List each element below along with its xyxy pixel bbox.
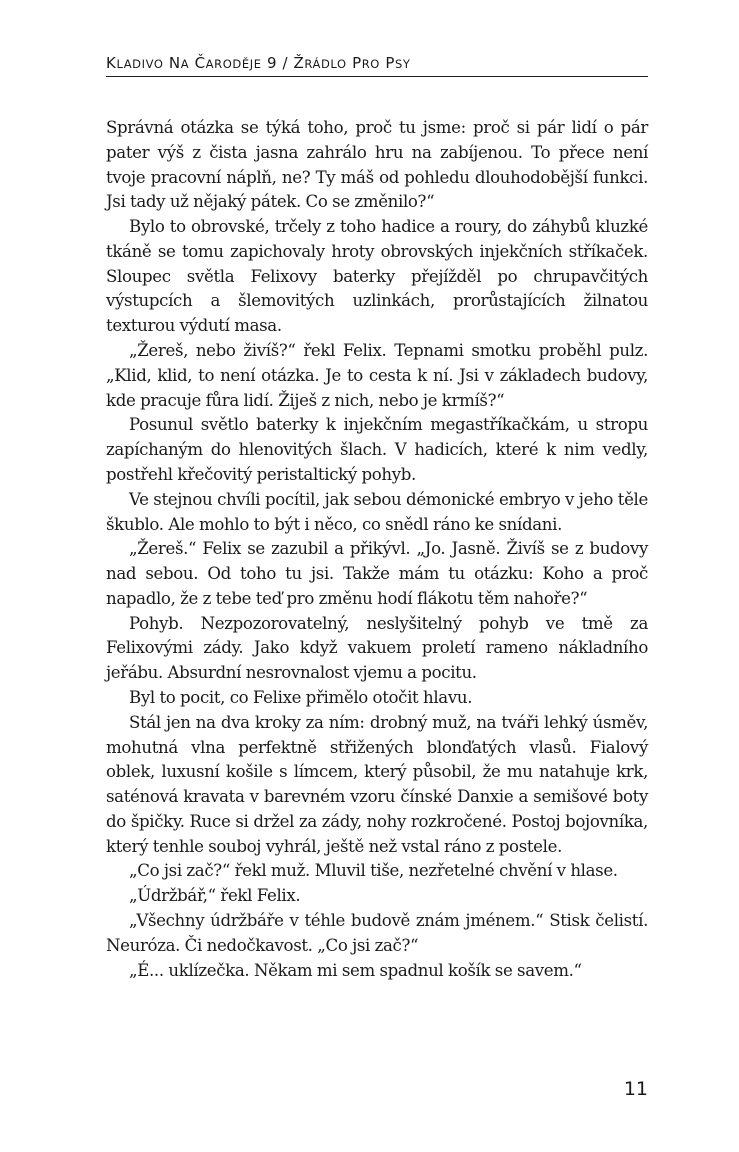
- paragraph-9: Stál jen na dva kroky za ním: drobný muž, na tváři lehký úsměv, mohutná vlna perfektně střižených blonďatých vlasů. Fialový oblek, luxusní košile s límcem, který působil, že mu natahuje krk, saténová kravata v barevném vzoru čínské Danxie a semišové boty do špičky. Ruce si držel za zády, nohy rozkročené. Postoj bojovníka, který tenhle souboj vyhrál, ještě než vstal ráno z postele.: [106, 712, 648, 856]
- paragraph-11: „Údržbář,“ řekl Felix.: [129, 886, 301, 906]
- body-text: [106, 116, 648, 983]
- paragraph-2: Bylo to obrovské, trčely z toho hadice a roury, do záhybů kluzké tkáně se tomu zapichovaly hroty obrovských injekčních stříkaček. Sloupec světla Felixovy baterky přejížděl po chrupavčitých výstupcích a šlemovitých uzlinkách, prorůstajících žilnatou texturou výdutí masa.: [106, 217, 648, 336]
- running-head-title: KLADIVO NA ČARODĚJE 9 / ŽRÁDLO PRO PSY: [106, 54, 411, 72]
- paragraph-6: „Žereš.“ Felix se zazubil a přikývl. „Jo. Jasně. Živíš se z budovy nad sebou. Od toho tu jsi. Takže mám tu otázku: Koho a proč napadlo, že z tebe teď pro změnu hodí flákotu těm nahoře?“: [106, 539, 648, 608]
- page-number: 11: [623, 1078, 648, 1100]
- paragraph-4: Posunul světlo baterky k injekčním megastříkačkám, u stropu zapíchaným do hlenovitých šlach. V hadicích, které k nim vedly, postřehl křečovitý peristaltický pohyb.: [106, 415, 648, 484]
- paragraph-1: Správná otázka se týká toho, proč tu jsme: proč si pár lidí o pár pater výš z čista jasna zahrálo hru na zabíjenou. To přece není tvoje pracovní náplň, ne? Ty máš od pohledu dlouhodobější funkci. Jsi tady už nějaký pátek. Co se změnilo?“: [106, 118, 648, 212]
- paragraph-10: „Co jsi zač?“ řekl muž. Mluvil tiše, nezřetelné chvění v hlase.: [129, 861, 618, 881]
- running-head: [106, 54, 648, 77]
- paragraph-13: „É... uklízečka. Někam mi sem spadnul košík se savem.“: [129, 960, 582, 980]
- paragraph-3: „Žereš, nebo živíš?“ řekl Felix. Tepnami smotku proběhl pulz. „Klid, klid, to není otázka. Je to cesta k ní. Jsi v základech budovy, kde pracuje fůra lidí. Žiješ z nich, nebo je krmíš?“: [106, 341, 648, 410]
- paragraph-8: Byl to pocit, co Felixe přimělo otočit hlavu.: [129, 687, 473, 707]
- paragraph-7: Pohyb. Nezpozorovatelný, neslyšitelný pohyb ve tmě za Felixovými zády. Jako když vakuem proletí rameno nákladního jeřábu. Absurdní nesrovnalost vjemu a pocitu.: [106, 613, 648, 683]
- paragraph-12: „Všechny údržbáře v téhle budově znám jménem.“ Stisk čelistí. Neuróza. Či nedočkavost. „Co jsi zač?“: [106, 911, 648, 955]
- paragraph-5: Ve stejnou chvíli pocítil, jak sebou démonické embryo v jeho těle škublo. Ale mohlo to být i něco, co snědl ráno ke snídani.: [106, 489, 648, 534]
